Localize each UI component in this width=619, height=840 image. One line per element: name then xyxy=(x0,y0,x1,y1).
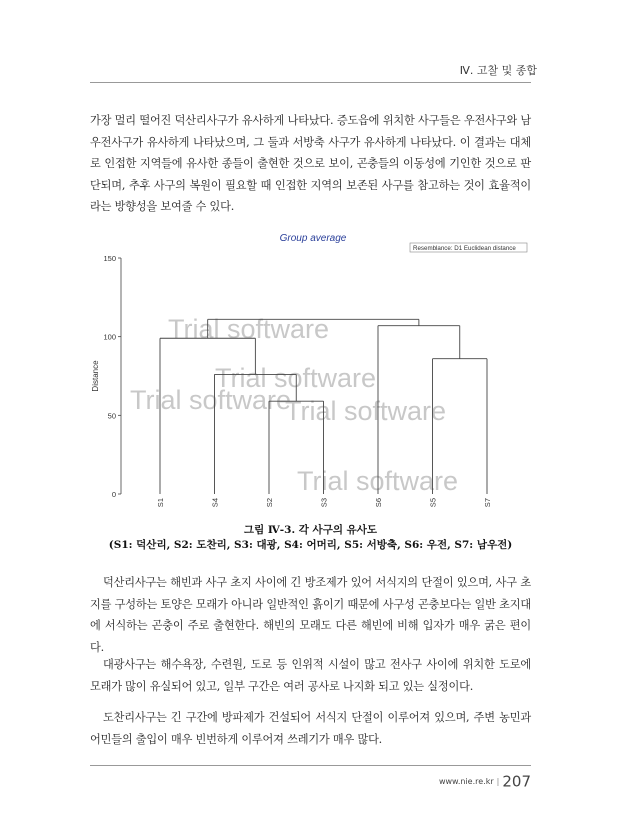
trial-watermark: Trial software xyxy=(297,466,459,496)
leaf-label: S5 xyxy=(428,498,438,508)
trial-watermark: Trial software xyxy=(285,396,447,426)
footer-url: www.nie.re.kr xyxy=(438,777,494,786)
y-axis-label: Distance xyxy=(91,360,100,392)
body-paragraph-4: 도찬리사구는 긴 구간에 방파제가 건설되어 서식지 단절이 이루어져 있으며, 주변 농민과 어민들의 출입이 매우 빈번하게 이루어져 쓰레기가 매우 많다. xyxy=(90,711,531,746)
figure-caption-title: 그림 Ⅳ-3. 각 사구의 유사도 xyxy=(243,524,378,536)
body-paragraph-3: 대광사구는 해수욕장, 수련원, 도로 등 인위적 시설이 많고 전사구 사이에 위치한 도로에 모래가 많이 유실되어 있고, 일부 구간은 여러 공사로 나지화 되고 있는 실정이다. xyxy=(90,658,531,693)
figure-caption-legend: (S1: 덕산리, S2: 도찬리, S3: 대광, S4: 어머리, S5: 서방축, S6: 우전, S7: 남우전) xyxy=(108,539,513,551)
leaf-label: S2 xyxy=(265,498,274,508)
chart-title: Group average xyxy=(279,233,347,244)
body-paragraph-1: 가장 멀리 떨어진 덕산리사구가 유사하게 나타났다. 증도읍에 위치한 사구들은 우전사구와 남우전사구가 유사하게 나타났으며, 그 둘과 서방축 사구가 유사하게 나타났다. 이 결과는 대체로 인접한 지역들에 유사한 종들이 출현한 것으로 보이, 곤충들의 이동성에 기인한 것으로 판단되며, 추후 사구의 복원이 필요할 때 인접한 지역의 보존된 사구를 참고하는 것이 효율적이라는 방향성을 보여줄 수 있다. xyxy=(90,114,531,213)
page-footer xyxy=(439,771,531,791)
y-tick-label: 50 xyxy=(107,411,116,421)
trial-watermark: Trial software xyxy=(130,385,292,415)
dendrogram-svg xyxy=(88,226,528,526)
dendrogram-figure xyxy=(88,226,528,526)
trial-watermark: Trial software xyxy=(168,314,330,344)
leaf-label: S4 xyxy=(210,498,220,508)
legend-text: Resemblance: D1 Euclidean distance xyxy=(413,245,516,252)
body-paragraph-2: 덕산리사구는 해빈과 사구 초지 사이에 긴 방조제가 있어 서식지의 단절이 있으며, 사구 초지를 구성하는 토양은 모래가 아니라 일반적인 흙이기 때문에 사구성 곤충보다는 일반 초지대에 서식하는 곤충이 주로 출현한다. 해빈의 모래도 다른 해빈에 비해 입자가 매우 굵은 편이다. xyxy=(90,576,531,654)
footer-divider xyxy=(90,765,531,766)
leaf-label: S3 xyxy=(319,498,329,508)
page-number: 207 xyxy=(502,772,531,791)
y-tick-label: 100 xyxy=(103,332,116,342)
y-tick-label: 150 xyxy=(103,254,116,263)
leaf-label: S7 xyxy=(483,498,492,508)
running-header-section-title: Ⅳ. 고찰 및 종합 xyxy=(459,64,537,77)
footer-separator: | xyxy=(496,777,500,786)
trial-watermark: Trial software xyxy=(215,363,377,393)
leaf-label: S6 xyxy=(374,498,383,508)
leaf-label: S1 xyxy=(156,498,165,508)
header-divider xyxy=(90,82,531,83)
y-tick-label: 0 xyxy=(111,490,116,499)
